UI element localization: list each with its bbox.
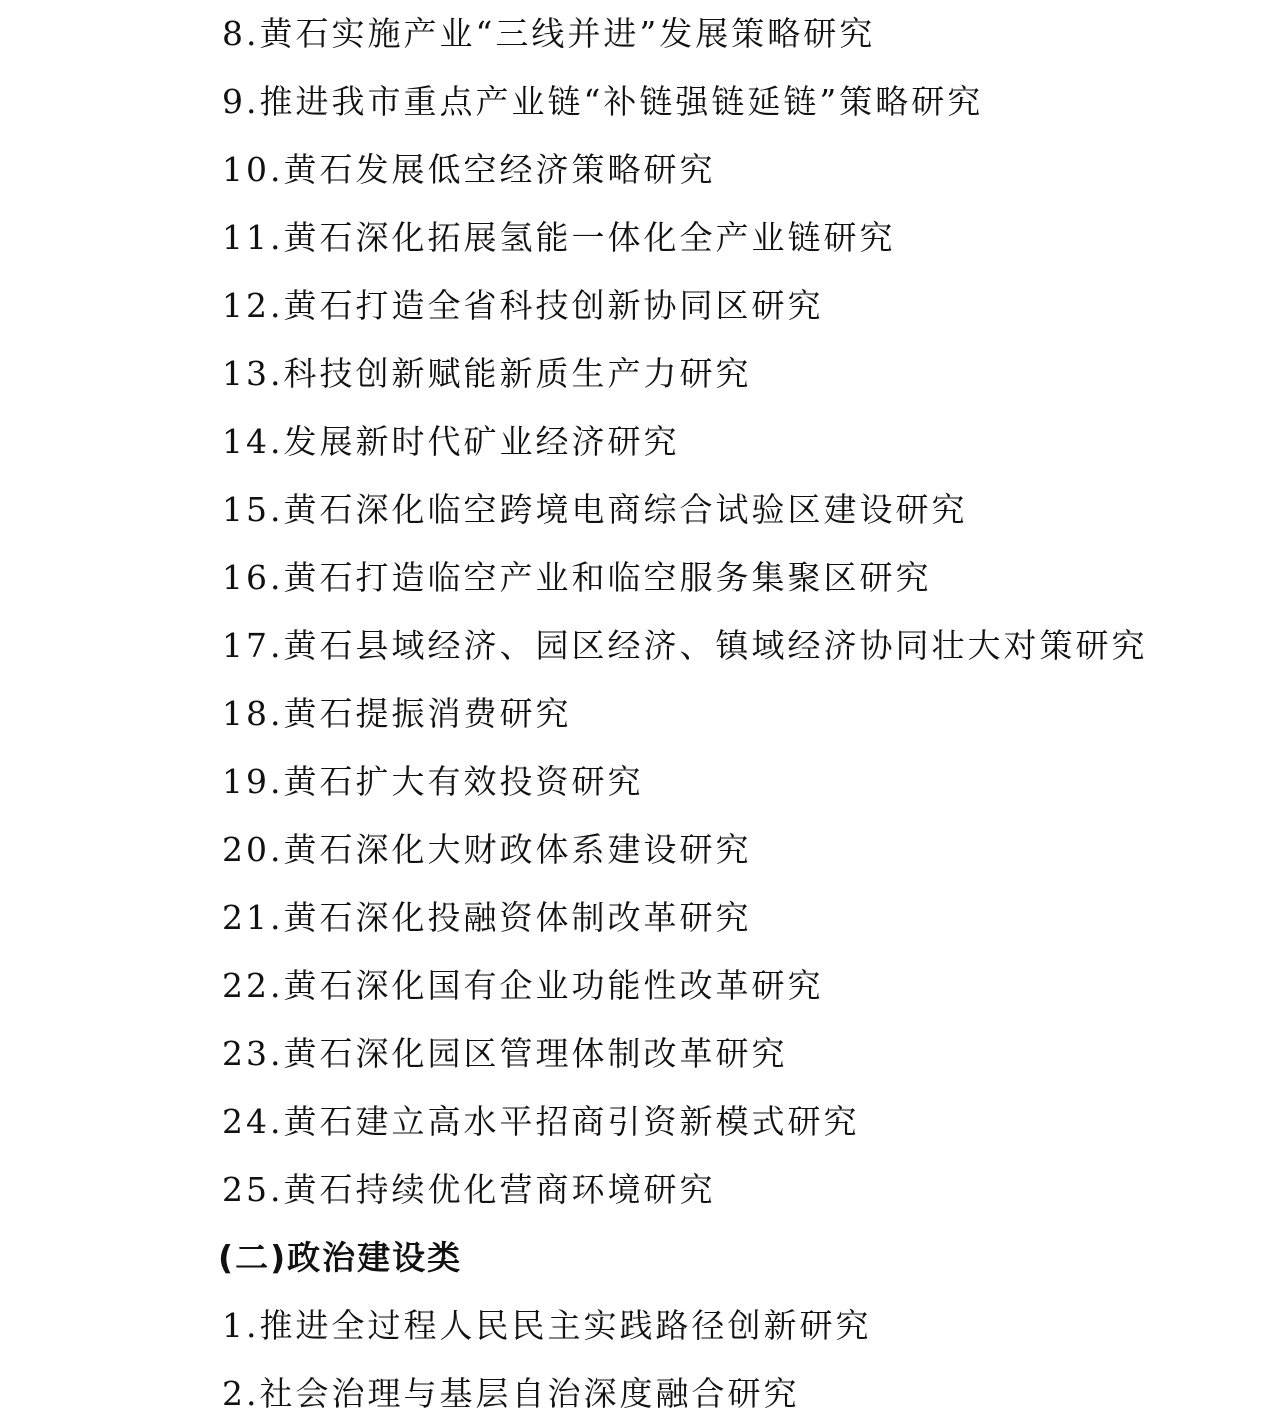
- topic-list: [218, 0, 1242, 1428]
- list-item: 23.黄石深化园区管理体制改革研究: [222, 1034, 788, 1073]
- list-item: 17.黄石县域经济、园区经济、镇域经济协同壮大对策研究: [222, 626, 1148, 665]
- list-item: 13.科技创新赋能新质生产力研究: [222, 354, 752, 393]
- list-item: 24.黄石建立高水平招商引资新模式研究: [222, 1102, 860, 1141]
- list-item: 22.黄石深化国有企业功能性改革研究: [222, 966, 824, 1005]
- list-item: 11.黄石深化拓展氢能一体化全产业链研究: [222, 218, 896, 257]
- list-item: 1.推进全过程人民民主实践路径创新研究: [222, 1306, 872, 1345]
- list-item: 21.黄石深化投融资体制改革研究: [222, 898, 752, 937]
- list-item: 9.推进我市重点产业链“补链强链延链”策略研究: [222, 82, 984, 121]
- list-item: 16.黄石打造临空产业和临空服务集聚区研究: [222, 558, 932, 597]
- list-item: 14.发展新时代矿业经济研究: [222, 422, 680, 461]
- list-item: 15.黄石深化临空跨境电商综合试验区建设研究: [222, 490, 968, 529]
- list-item: 20.黄石深化大财政体系建设研究: [222, 830, 752, 869]
- list-item: 12.黄石打造全省科技创新协同区研究: [222, 286, 824, 325]
- list-item: 19.黄石扩大有效投资研究: [222, 762, 644, 801]
- list-item: 10.黄石发展低空经济策略研究: [222, 150, 716, 189]
- list-item: 8.黄石实施产业“三线并进”发展策略研究: [222, 14, 876, 53]
- section-heading: (二)政治建设类: [218, 1238, 463, 1277]
- list-item: 2.社会治理与基层自治深度融合研究: [222, 1374, 800, 1413]
- list-item: 18.黄石提振消费研究: [222, 694, 572, 733]
- list-item: 25.黄石持续优化营商环境研究: [222, 1170, 716, 1209]
